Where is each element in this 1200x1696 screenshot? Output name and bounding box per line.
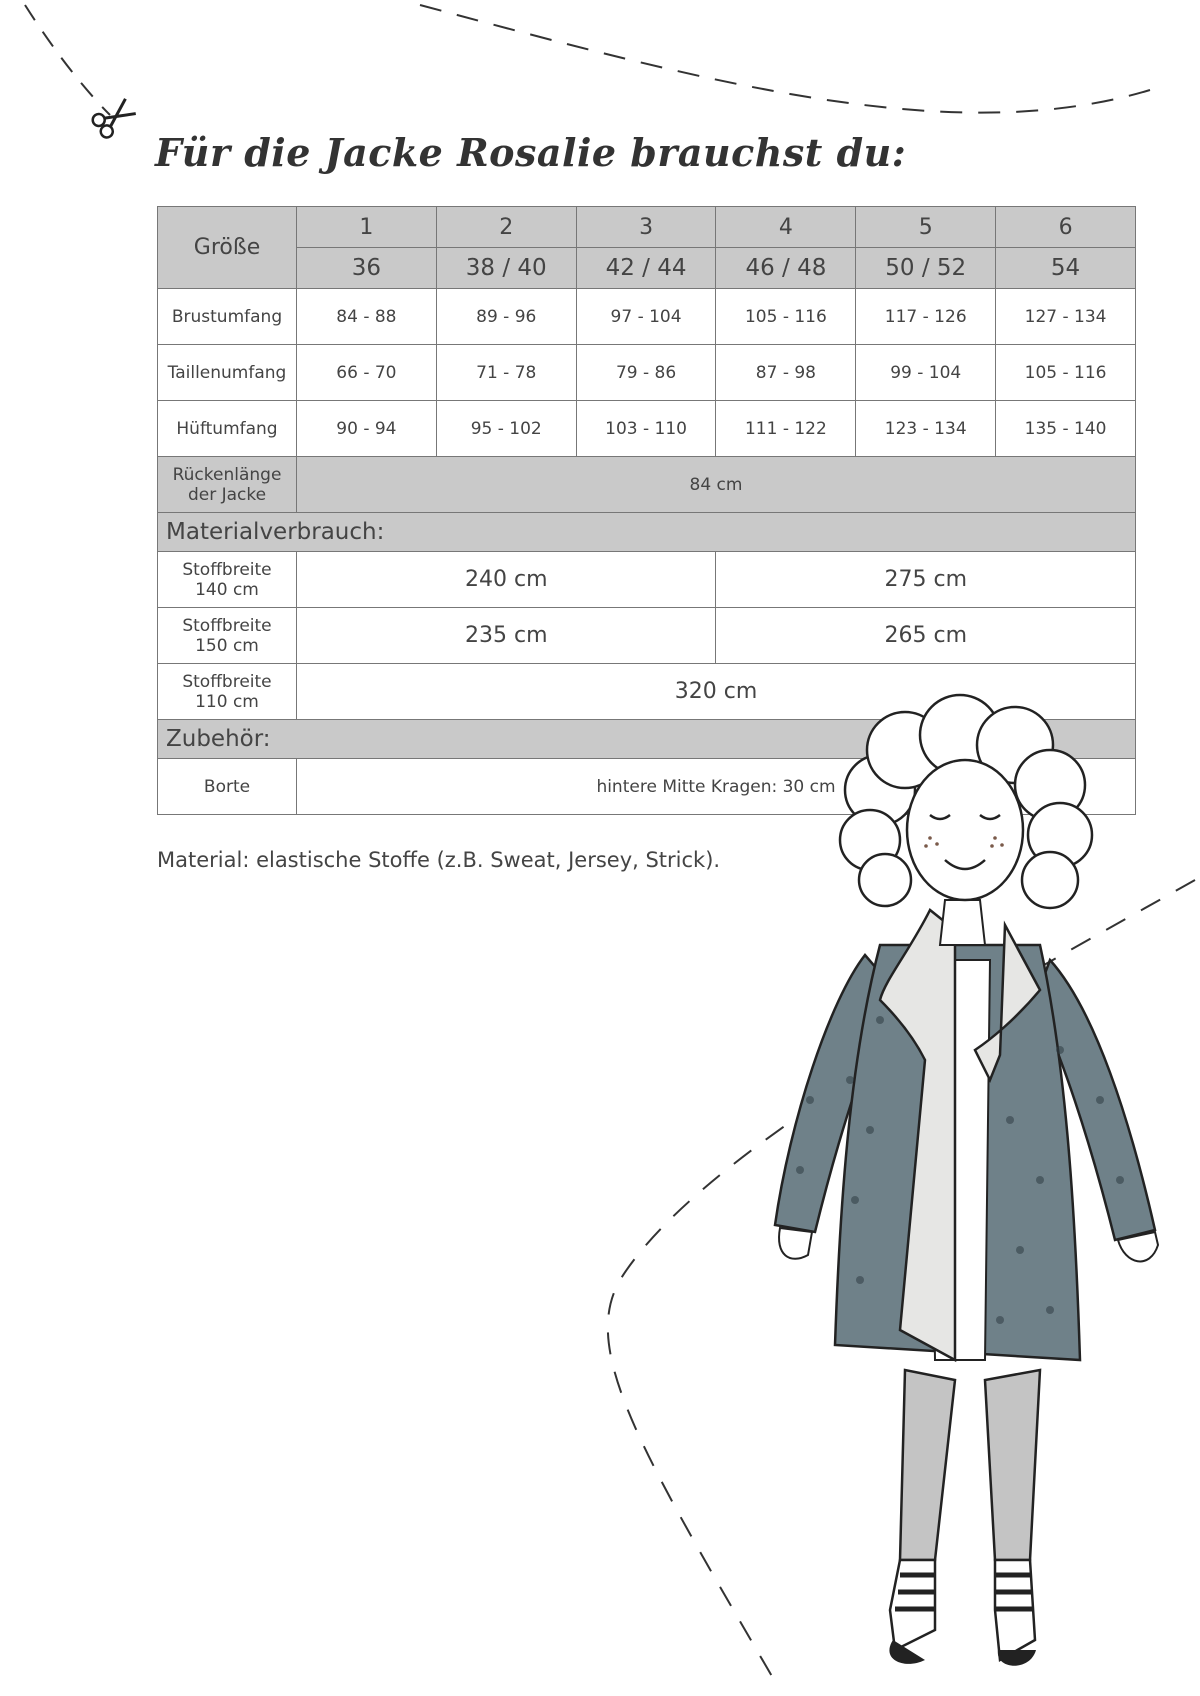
value-cell: 99 - 104 (856, 345, 996, 401)
size-header: Größe (158, 207, 297, 289)
row-label (158, 664, 297, 720)
back-length-value: 84 cm (297, 457, 1136, 513)
scissors-icon (90, 96, 138, 140)
value-cell: 103 - 110 (576, 401, 716, 457)
value-cell: 105 - 116 (996, 345, 1136, 401)
page-title: Für die Jacke Rosalie brauchst du: (155, 130, 907, 175)
row-label: Taillenumfang (158, 345, 297, 401)
size-cell: 5 (856, 207, 996, 248)
value-cell: 127 - 134 (996, 289, 1136, 345)
size-cell: 2 (436, 207, 576, 248)
eu-size-cell: 36 (297, 248, 437, 289)
fabric-label-line2: 110 cm (195, 691, 259, 712)
eu-size-cell: 42 / 44 (576, 248, 716, 289)
table-row (158, 552, 1136, 608)
table-row (158, 608, 1136, 664)
value-cell: 87 - 98 (716, 345, 856, 401)
row-label: Borte (158, 759, 297, 815)
material-note: Material: elastische Stoffe (z.B. Sweat, Jersey, Strick). (157, 848, 721, 872)
row-label (158, 608, 297, 664)
fabric-value: 320 cm (297, 664, 1136, 720)
value-cell: 117 - 126 (856, 289, 996, 345)
size-cell: 3 (576, 207, 716, 248)
fabric-label-line2: 150 cm (195, 635, 259, 656)
eu-size-cell: 50 / 52 (856, 248, 996, 289)
fabric-label-line1: Stoffbreite (182, 559, 272, 580)
jacket-pattern (796, 1016, 1124, 1324)
row-label (158, 552, 297, 608)
value-cell: 95 - 102 (436, 401, 576, 457)
size-cell: 6 (996, 207, 1136, 248)
freckles (924, 836, 1004, 848)
table-row (158, 664, 1136, 720)
back-length-label-line2: der Jacke (187, 484, 267, 505)
value-cell: 135 - 140 (996, 401, 1136, 457)
row-label: Hüftumfang (158, 401, 297, 457)
value-cell: 71 - 78 (436, 345, 576, 401)
table-row (158, 401, 1136, 457)
value-cell: 89 - 96 (436, 289, 576, 345)
back-length-label-line1: Rückenlänge (172, 464, 282, 485)
value-cell: 105 - 116 (716, 289, 856, 345)
fabric-label-line1: Stoffbreite (182, 671, 272, 692)
eu-size-cell: 46 / 48 (716, 248, 856, 289)
value-cell: 79 - 86 (576, 345, 716, 401)
value-cell: 90 - 94 (297, 401, 437, 457)
fabric-label-line2: 140 cm (195, 579, 259, 600)
trim-value: hintere Mitte Kragen: 30 cm (297, 759, 1136, 815)
size-table (157, 206, 1136, 815)
fabric-value-right: 275 cm (716, 552, 1136, 608)
material-section-header: Materialverbrauch: (158, 513, 1136, 552)
row-label: Brustumfang (158, 289, 297, 345)
sock-right (995, 1560, 1036, 1666)
table-row (158, 289, 1136, 345)
value-cell: 84 - 88 (297, 289, 437, 345)
size-cell: 1 (297, 207, 437, 248)
eu-size-cell: 54 (996, 248, 1136, 289)
sock-left (889, 1560, 935, 1664)
accessories-section-header: Zubehör: (158, 720, 1136, 759)
fabric-value-right: 265 cm (716, 608, 1136, 664)
table-row (158, 345, 1136, 401)
size-cell: 4 (716, 207, 856, 248)
value-cell: 123 - 134 (856, 401, 996, 457)
fabric-value-left: 235 cm (297, 608, 716, 664)
fabric-label-line1: Stoffbreite (182, 615, 272, 636)
table-row (158, 759, 1136, 815)
table-row (158, 457, 1136, 513)
value-cell: 97 - 104 (576, 289, 716, 345)
row-label (158, 457, 297, 513)
eu-size-cell: 38 / 40 (436, 248, 576, 289)
value-cell: 111 - 122 (716, 401, 856, 457)
value-cell: 66 - 70 (297, 345, 437, 401)
fabric-value-left: 240 cm (297, 552, 716, 608)
